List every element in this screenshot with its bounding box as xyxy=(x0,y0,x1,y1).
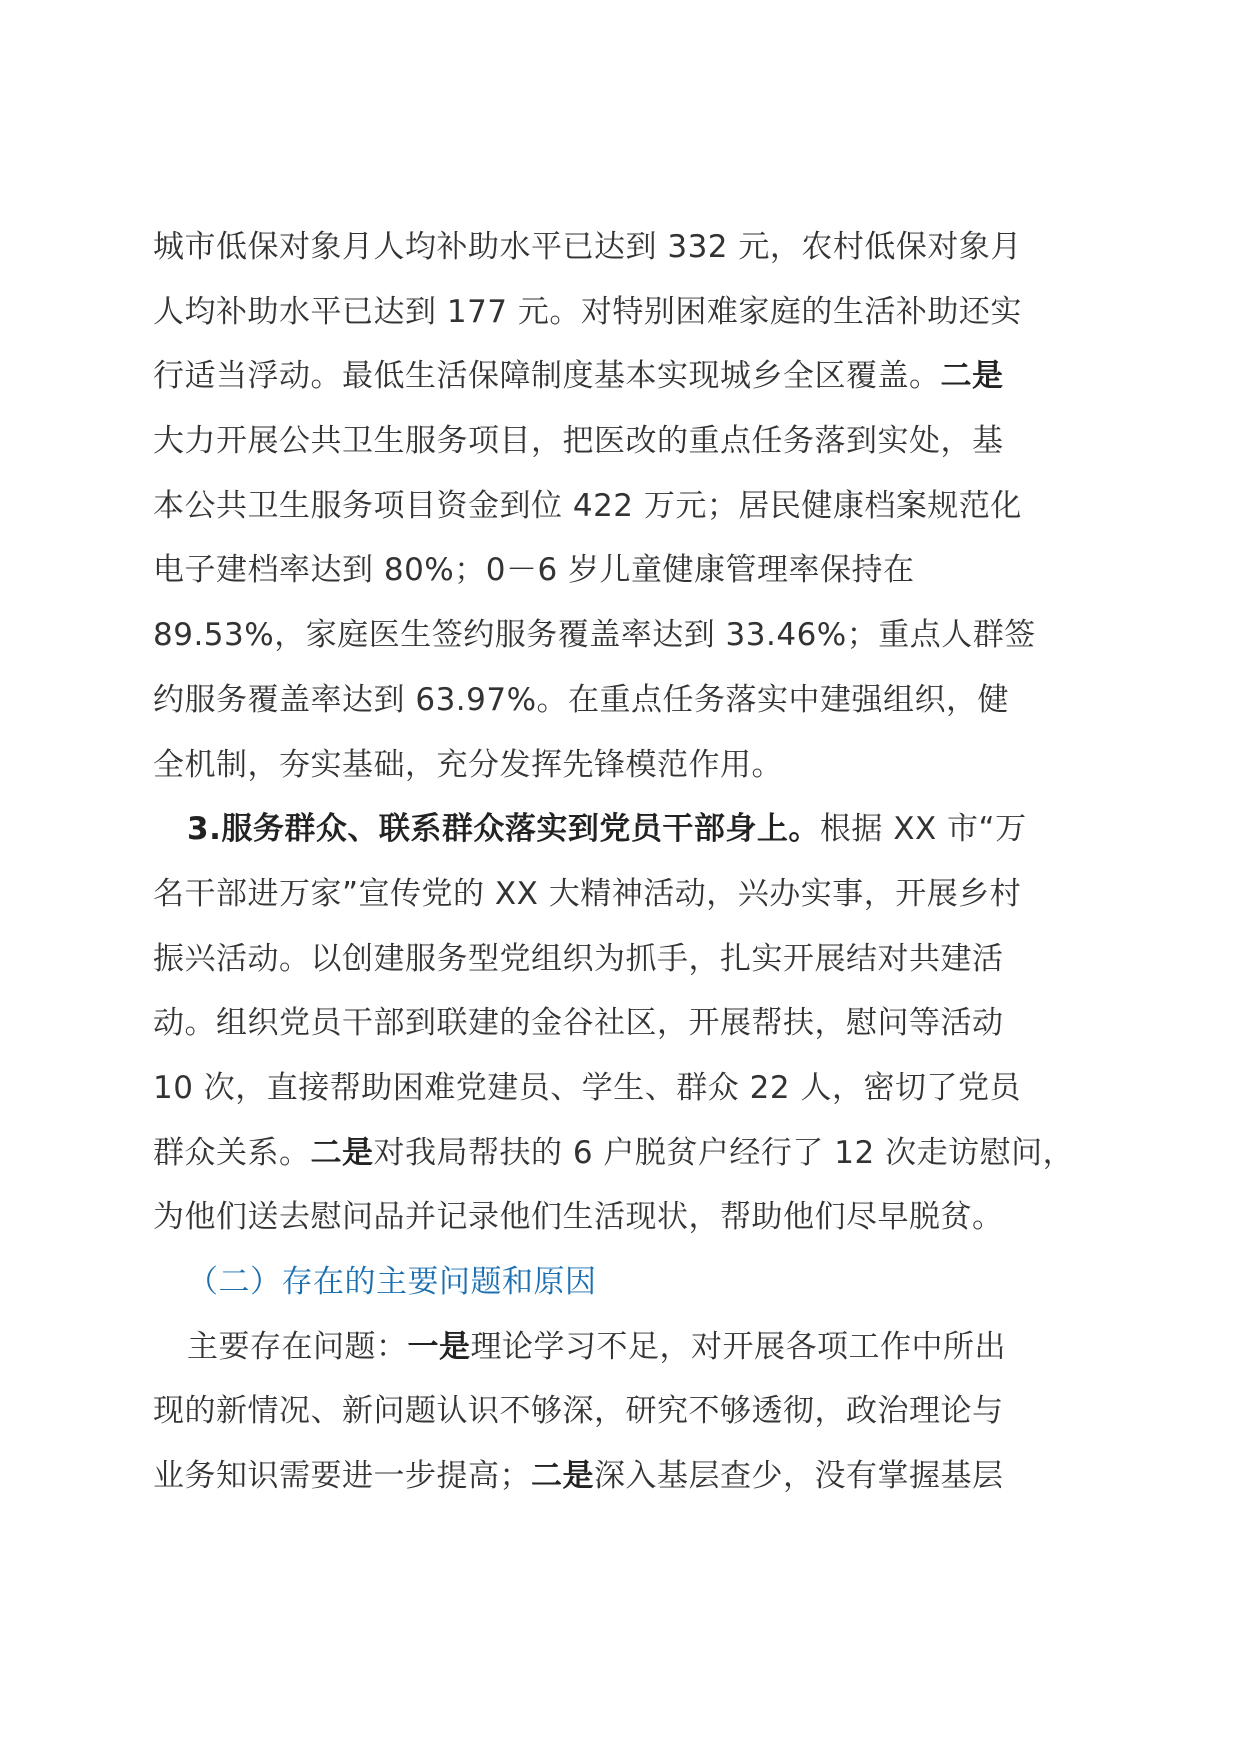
bold-phrase: 二是 xyxy=(310,1134,374,1171)
bold-phrase: 一是 xyxy=(407,1328,471,1365)
text-segment: 为他们送去慰问品并记录他们生活现状，帮助他们尽早脱贫。 xyxy=(153,1199,1004,1236)
text-line xyxy=(153,668,1113,733)
text-segment: 约服务覆盖率达到 63.97%。在重点任务落实中建强组织，健 xyxy=(153,681,1010,718)
text-segment: 名干部进万家”宣传党的 XX 大精神活动，兴办实事，开展乡村 xyxy=(153,875,1022,912)
document-body xyxy=(153,215,1113,1509)
text-line xyxy=(153,1379,1113,1444)
text-line xyxy=(153,862,1113,927)
bold-phrase: 二是 xyxy=(531,1458,594,1495)
text-segment: 行适当浮动。最低生活保障制度基本实现城乡全区覆盖。 xyxy=(153,358,941,395)
text-segment: 城市低保对象月人均补助水平已达到 332 元，农村低保对象月 xyxy=(153,229,1022,265)
text-segment: 现的新情况、新问题认识不够深，研究不够透彻，政治理论与 xyxy=(153,1393,1004,1430)
text-segment: 群众关系。 xyxy=(153,1134,311,1171)
text-line xyxy=(153,1185,1113,1250)
text-segment: 10 次，直接帮助困难党建员、学生、群众 22 人，密切了党员 xyxy=(153,1069,1021,1106)
text-segment: 主要存在问题： xyxy=(187,1328,408,1365)
text-line xyxy=(153,474,1113,539)
bold-phrase: 二是 xyxy=(940,358,1004,395)
text-line xyxy=(153,215,1113,280)
text-segment: 根据 XX 市“万 xyxy=(819,811,1027,848)
bold-phrase: 3.服务群众、联系群众落实到党员干部身上。 xyxy=(187,811,820,848)
text-segment: 本公共卫生服务项目资金到位 422 万元；居民健康档案规范化 xyxy=(153,487,1022,524)
text-line xyxy=(153,991,1113,1056)
text-line xyxy=(153,409,1113,474)
text-segment: 人均补助水平已达到 177 元。对特别困难家庭的生活补助还实 xyxy=(153,293,1022,330)
text-segment: 振兴活动。以创建服务型党组织为抓手，扎实开展结对共建活 xyxy=(153,940,1004,977)
text-segment: 动。组织党员干部到联建的金谷社区，开展帮扶，慰问等活动 xyxy=(153,1005,1004,1042)
text-line xyxy=(153,280,1113,345)
text-line xyxy=(153,603,1113,668)
text-line xyxy=(153,1056,1113,1121)
text-segment: 89.53%，家庭医生签约服务覆盖率达到 33.46%；重点人群签 xyxy=(153,617,1036,654)
text-line xyxy=(153,733,1113,798)
text-line xyxy=(153,538,1113,603)
text-line xyxy=(153,927,1113,992)
text-segment: 全机制，夯实基础，充分发挥先锋模范作用。 xyxy=(153,746,783,783)
text-segment: 业务知识需要进一步提高； xyxy=(153,1458,531,1495)
text-segment: 对我局帮扶的 6 户脱贫户经行了 12 次走访慰问， xyxy=(373,1134,1075,1171)
text-segment: 理论学习不足，对开展各项工作中所出 xyxy=(470,1328,1006,1365)
text-line xyxy=(153,1315,1113,1380)
text-line xyxy=(153,344,1113,409)
section-heading xyxy=(153,1250,1113,1315)
text-segment: 电子建档率达到 80%；0－6 岁儿童健康管理率保持在 xyxy=(153,552,915,589)
text-line xyxy=(153,797,1113,862)
text-segment: 大力开展公共卫生服务项目，把医改的重点任务落到实处，基 xyxy=(153,423,1004,460)
text-line xyxy=(153,1121,1113,1186)
text-segment: （二）存在的主要问题和原因 xyxy=(187,1264,597,1300)
text-line xyxy=(153,1444,1113,1509)
text-segment: 深入基层查少，没有掌握基层 xyxy=(594,1458,1004,1495)
